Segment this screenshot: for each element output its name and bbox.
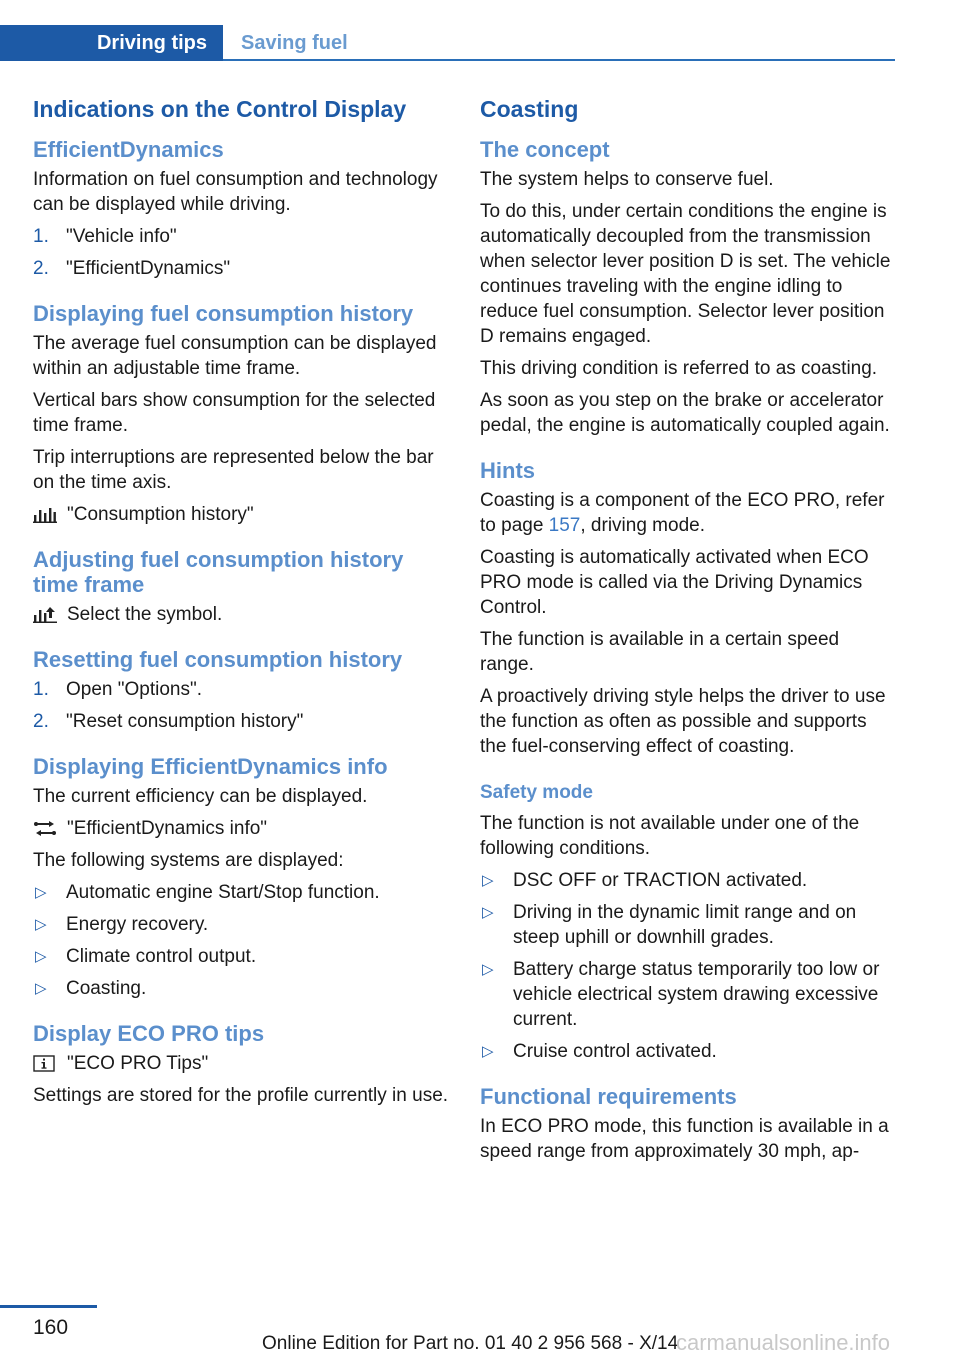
icon-instruction: "ECO PRO Tips" xyxy=(33,1051,451,1076)
heading-efficientdynamics-info: Displaying EfficientDynamics info xyxy=(33,754,388,779)
paragraph: The function is not available under one of the following conditions. xyxy=(480,813,860,859)
paragraph: A proactively driving style helps the driver to use the function as often as possible and supports the fuel-conserving effect of coasting. xyxy=(480,686,886,757)
footer-rule xyxy=(0,1305,97,1308)
paragraph: The current efficiency can be displayed. xyxy=(33,786,368,807)
bar-chart-icon xyxy=(33,506,57,523)
arrows-icon xyxy=(33,820,57,837)
icon-instruction: "Consumption history" xyxy=(33,502,451,527)
list-item: ▷ Driving in the dynamic limit range and on steep uphill or downhill grades. xyxy=(482,902,857,948)
heading-adjust-time-frame: Adjusting fuel consumption history time frame xyxy=(33,547,404,597)
paragraph: In ECO PRO mode, this function is available in a speed range from approximately 30 mph, ap- xyxy=(480,1116,889,1162)
paragraph: Trip interruptions are represented below the bar on the time axis. xyxy=(33,447,434,493)
heading-efficientdynamics: EfficientDynamics xyxy=(33,137,224,162)
heading-the-concept: The concept xyxy=(480,137,610,162)
bar-chart-adjust-icon xyxy=(33,606,57,623)
list-item: 2. "Reset consumption history" xyxy=(33,711,304,732)
list-item: ▷ Cruise control activated. xyxy=(482,1041,717,1062)
left-column xyxy=(33,96,451,1115)
list-item: ▷ Climate control output. xyxy=(35,946,257,967)
bullet-list xyxy=(33,880,451,1001)
paragraph: Coasting is a component of the ECO PRO, refer to page 157, driving mode. xyxy=(480,490,885,536)
heading-consumption-history: Displaying fuel consumption history xyxy=(33,301,414,326)
list-item: ▷ Energy recovery. xyxy=(35,914,209,935)
watermark: carmanualsonline.info xyxy=(676,1330,891,1355)
page-link[interactable]: 157 xyxy=(548,515,581,536)
heading-safety-mode: Safety mode xyxy=(480,782,593,803)
heading-hints: Hints xyxy=(480,458,535,483)
heading-functional-requirements: Functional requirements xyxy=(480,1084,737,1109)
paragraph: To do this, under certain conditions the engine is automatically decoupled from the transmission when selector lever position D is set. The vehicle continues traveling with the engine idling to reduce fuel consumption. Selector lever position D remains engaged. xyxy=(480,201,891,347)
section-title: Coasting xyxy=(480,96,579,122)
paragraph: Coasting is automatically activated when ECO PRO mode is called via the Driving Dynamics Control. xyxy=(480,547,869,618)
paragraph: Settings are stored for the profile currently in use. xyxy=(33,1085,449,1106)
page-number: 160 xyxy=(33,1316,69,1339)
icon-instruction: Select the symbol. xyxy=(33,602,451,627)
page-header xyxy=(0,25,895,61)
list-item: 2. "EfficientDynamics" xyxy=(33,258,231,279)
paragraph: The average fuel consumption can be displayed within an adjustable time frame. xyxy=(33,333,437,379)
paragraph: The system helps to conserve fuel. xyxy=(480,169,774,190)
section-title: Indications on the Control Display xyxy=(33,96,407,122)
paragraph: Information on fuel consumption and technology can be displayed while driving. xyxy=(33,169,438,215)
list-item: ▷ Coasting. xyxy=(35,978,147,999)
list-item: 1. "Vehicle info" xyxy=(33,226,177,247)
heading-eco-pro-tips: Display ECO PRO tips xyxy=(33,1021,265,1046)
list-item: ▷ Automatic engine Start/Stop function. xyxy=(35,882,380,903)
step-list xyxy=(33,677,451,734)
edition-text: Online Edition for Part no. 01 40 2 956 568 - X/14 xyxy=(262,1333,679,1354)
tab-driving-tips[interactable]: Driving tips xyxy=(0,25,223,61)
heading-reset-history: Resetting fuel consumption history xyxy=(33,647,403,672)
paragraph: Vertical bars show consumption for the selected time frame. xyxy=(33,390,436,436)
info-icon xyxy=(33,1055,57,1072)
right-column xyxy=(480,96,898,1171)
paragraph: As soon as you step on the brake or accelerator pedal, the engine is automatically coupled again. xyxy=(480,390,890,436)
paragraph: The function is available in a certain speed range. xyxy=(480,629,840,675)
list-item: ▷ DSC OFF or TRACTION activated. xyxy=(482,870,808,891)
icon-instruction: "EfficientDynamics info" xyxy=(33,816,451,841)
step-list xyxy=(33,224,451,281)
paragraph: This driving condition is referred to as coasting. xyxy=(480,358,878,379)
bullet-list xyxy=(480,868,898,1064)
list-item: 1. Open "Options". xyxy=(33,679,203,700)
paragraph: The following systems are displayed: xyxy=(33,850,344,871)
tab-saving-fuel[interactable]: Saving fuel xyxy=(241,32,348,54)
list-item: ▷ Battery charge status temporarily too low or vehicle electrical system drawing excessive current. xyxy=(482,959,880,1030)
